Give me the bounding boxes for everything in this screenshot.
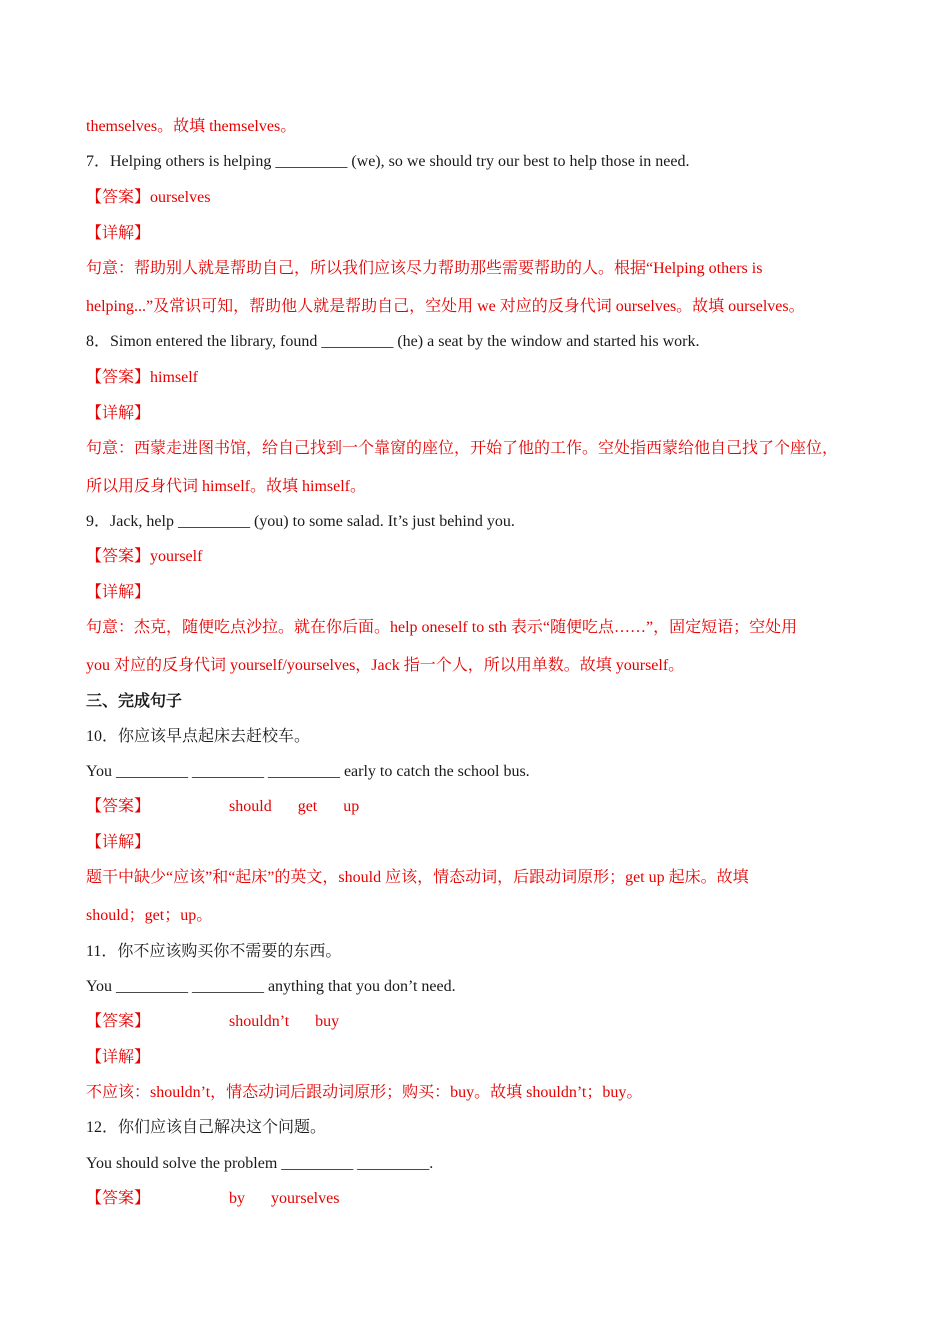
explanation-8-line-2: 所以用反身代词 himself。故填 himself。 [86,478,366,495]
answer-value: get [297,798,318,815]
explanation-10-line-1: 题干中缺少“应该”和“起床”的英文，should 应该，情态动词，后跟动词原形；get up 起床。故填 [86,869,749,886]
question-10-english: You _________ _________ _________ early to catch the school bus. [86,763,530,780]
answer-value: buy [315,1013,340,1030]
answer-7: 【答案】ourselves [86,189,211,206]
question-8: 8．Simon entered the library, found _________ (he) a seat by the window and started his work. [86,333,700,350]
explanation-10-line-2: should；get；up。 [86,907,213,924]
explanation-9-line-2: you 对应的反身代词 yourself/yourselves，Jack 指一个人，所以用单数。故填 yourself。 [86,657,685,674]
answer-8: 【答案】himself [86,369,198,386]
question-10: 10．你应该早点起床去赶校车。 [86,728,311,745]
question-11-english: You _________ _________ anything that you don’t need. [86,978,456,995]
answer-12 [86,1188,339,1210]
question-12-english: You should solve the problem _________ _________. [86,1155,434,1172]
section-heading: 三、完成句子 [86,693,183,710]
question-7: 7．Helping others is helping _________ (we), so we should try our best to help those in need. [86,153,690,170]
answer-value: should [229,798,272,815]
question-11: 11．你不应该购买你不需要的东西。 [86,943,342,960]
answer-label: 【答案】 [86,1013,151,1030]
explanation-label-8: 【详解】 [86,405,151,422]
explanation-label-11: 【详解】 [86,1049,151,1066]
answer-9: 【答案】yourself [86,548,203,565]
explanation-label-10: 【详解】 [86,834,151,851]
explanation-11-line-1: 不应该：shouldn’t，情态动词后跟动词原形；购买：buy。故填 shouldn’t；buy。 [86,1084,643,1101]
explanation-8-line-1: 句意：西蒙走进图书馆，给自己找到一个靠窗的座位，开始了他的工作。空处指西蒙给他自己找了个座位， [86,440,839,457]
question-12: 12．你们应该自己解决这个问题。 [86,1119,327,1136]
question-9: 9．Jack, help _________ (you) to some salad. It’s just behind you. [86,513,515,530]
answer-11 [86,1011,339,1033]
answer-value: by [229,1190,246,1207]
explanation-7-line-1: 句意：帮助别人就是帮助自己，所以我们应该尽力帮助那些需要帮助的人。根据“Helping others is [86,260,763,277]
answer-value: yourselves [271,1190,340,1207]
explanation-label-7: 【详解】 [86,225,151,242]
answer-10 [86,796,359,818]
explanation-9-line-1: 句意：杰克，随便吃点沙拉。就在你后面。help oneself to sth 表示“随便吃点……”，固定短语；空处用 [86,619,798,636]
answer-label: 【答案】 [86,798,151,815]
explanation-7-line-2: helping...”及常识可知，帮助他人就是帮助自己，空处用 we 对应的反身代词 ourselves。故填 ourselves。 [86,298,805,315]
explanation-line: themselves。故填 themselves。 [86,118,297,135]
answer-label: 【答案】 [86,1190,151,1207]
answer-value: shouldn’t [229,1013,290,1030]
explanation-label-9: 【详解】 [86,584,151,601]
answer-value: up [343,798,360,815]
